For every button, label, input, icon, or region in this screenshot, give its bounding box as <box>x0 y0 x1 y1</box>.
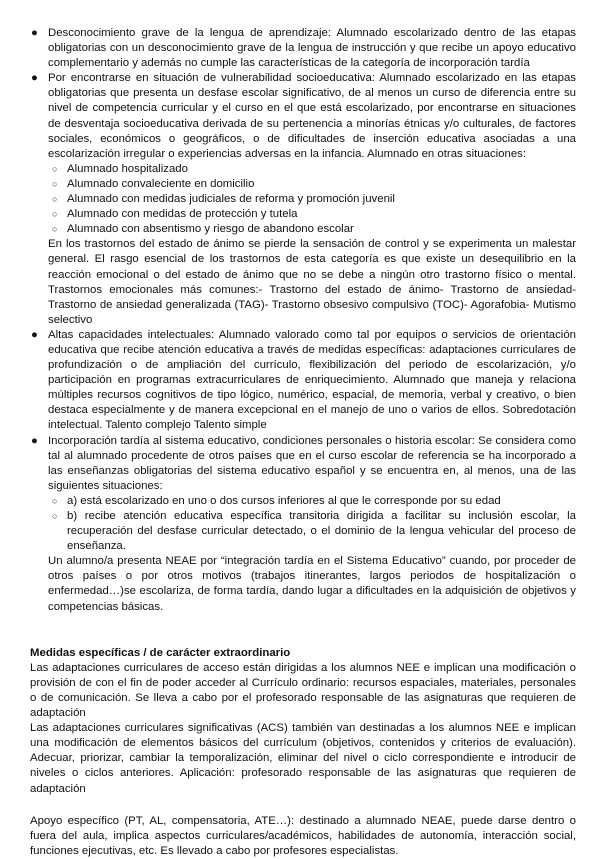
bullet-hollow-icon: ○ <box>52 511 58 521</box>
bullet-hollow-icon: ○ <box>52 224 58 235</box>
bullet-filled-icon: ● <box>31 72 38 85</box>
bullet-filled-icon: ● <box>31 434 38 447</box>
list-item-text: Incorporación tardía al sistema educativo, condiciones personales o historia escolar: Se considera como tal al alumnado procedente de otros países que en el curso escolar de referencia se ha incorporado a las enseñanzas obligatorias del sistema educativo español y se encuentra en, al menos, una de las siguientes situaciones: <box>48 434 576 492</box>
bullet-filled-icon: ● <box>31 328 38 341</box>
sublist-item-text: Alumnado convaleciente en domicilio <box>67 177 255 190</box>
acceso-paragraph: Las adaptaciones curriculares de acceso están dirigidas a los alumnos NEE e implican una modificación o provisión de con el fin de poder acceder al Currículo ordinario: recursos espaciales, materiales, personales o de comunicación. Se lleva a cabo por el profesorado responsable de las asignaturas que requieren de adaptación <box>30 661 576 720</box>
medidas-heading: Medidas específicas / de carácter extraordinario <box>30 646 291 659</box>
sublist-item <box>30 177 576 192</box>
sublist-item <box>30 509 576 554</box>
document-content <box>30 26 576 859</box>
bullet-filled-icon: ● <box>31 27 38 39</box>
acs-paragraph: Las adaptaciones curriculares significativas (ACS) también van destinadas a los alumnos NEE e implican una modificación de elementos básicos del currículum (objetivos, contenidos y criterios de evaluación). Adecuar, priorizar, cambiar la temporalización, eliminar del nivel o ciclo correspondiente e introducir de niveles o ciclos anteriores. Aplicación: profesorado responsable de las asignaturas que requieren de adaptación <box>30 722 576 795</box>
list-item-incorporacion <box>30 434 576 494</box>
sublist-item-text: a) está escolarizado en uno o dos cursos inferiores al que le corresponde por su edad <box>67 494 501 507</box>
trastornos-paragraph: En los trastornos del estado de ánimo se pierde la sensación de control y se experimenta un malestar general. El rasgo esencial de los trastornos de esta categoría es que existe un desequilibrio en la reacción emocional o del estado de ánimo que no se debe a ningún otro trastorno físico o mental. Trastornos emocionales más comunes:- Trastorno del estado de ánimo- Trastorno de ansiedad- Trastorno de ansiedad generalizada (TAG)- Trastorno obsesivo compulsivo (TOC)- Agorafobia- Mutismo selectivo <box>48 238 576 326</box>
bullet-hollow-icon: ○ <box>52 178 58 189</box>
sublist-item-text: Alumnado con medidas judiciales de reforma y promoción juvenil <box>67 193 395 206</box>
apoyo-paragraph: Apoyo específico (PT, AL, compensatoria, ATE…): destinado a alumnado NEAE, puede darse dentro o fuera del aula, implica aspectos curriculares/académicos, habilidades de autonomía, interacción social, funciones ejecutivas, etc. Es llevado a cabo por profesores especialistas. <box>30 814 576 857</box>
list-item-text: Altas capacidades intelectuales: Alumnado valorado como tal por equipos o servicios de orientación educativa que recibe atención educativa a través de medidas específicas: adaptaciones curriculares de profundización o de ampliación del currículo, flexibilización del periodo de escolarización, y/o participación en programas extracurriculares de enriquecimiento. Alumnado que maneja y relaciona múltiples recursos cognitivos de tipo lógico, numérico, espacial, de memoria, verbal y creativo, o bien destaca especialmente y de manera excepcional en el manejo de uno o varios de ellos. Sobredotación intelectual. Talento complejo Talento simple <box>48 328 576 432</box>
bullet-hollow-icon: ○ <box>52 495 58 506</box>
sublist-item-text: Alumnado hospitalizado <box>67 162 188 175</box>
list-item-text: Desconocimiento grave de la lengua de aprendizaje: Alumnado escolarizado dentro de las etapas obligatorias con un desconocimiento grave de la lengua de instrucción y que recibe un apoyo educativo complementario y además no cumple las características de la categoría de incorporación tardía <box>48 27 576 70</box>
list-item-vulnerabilidad <box>30 71 576 162</box>
list-item-altas-capacidades <box>30 328 576 434</box>
list-item-text: Por encontrarse en situación de vulnerabilidad socioeducativa: Alumnado escolarizado en las etapas obligatorias que presenta un desfase escolar significativo, de al menos un curso de diferencia entre su nivel de competencia curricular y el curso en el que está escolarizado, por encontrarse en situaciones de desventaja socioeducativa derivada de su pertenencia a minorías étnicas y/o culturales, de factores sociales, económicos o geográficos, o de dificultades de inserción educativa asociadas a una escolarización irregular o experiencias adversas en la infancia. Alumnado en otras situaciones: <box>48 72 576 160</box>
sublist-item <box>30 222 576 237</box>
sublist-item-text: Alumnado con medidas de protección y tutela <box>67 208 298 221</box>
sublist-item <box>30 162 576 177</box>
sublist-item <box>30 494 576 509</box>
bullet-hollow-icon: ○ <box>52 209 58 220</box>
neae-note-paragraph: Un alumno/a presenta NEAE por “integración tardía en el Sistema Educativo” cuando, por proceder de otros países o por otros motivos (trabajos itinerantes, largos periodos de hospitalización o enfermedad…)se escolariza, de forma tardía, dando lugar a dificultades en la adquisición de objetivos y competencias básicas. <box>48 555 576 613</box>
sublist-item-text: Alumnado con absentismo y riesgo de abandono escolar <box>67 223 354 236</box>
list-item-desconocimiento <box>30 26 576 71</box>
sublist-item-text: b) recibe atención educativa específica transitoria dirigida a facilitar su inclusión escolar, la recuperación del desfase curricular detectado, o el dominio de la lengua vehicular del proceso de enseñanza. <box>67 510 576 553</box>
bullet-hollow-icon: ○ <box>52 194 58 205</box>
bullet-hollow-icon: ○ <box>52 163 58 174</box>
sublist-item <box>30 207 576 222</box>
sublist-item <box>30 192 576 207</box>
